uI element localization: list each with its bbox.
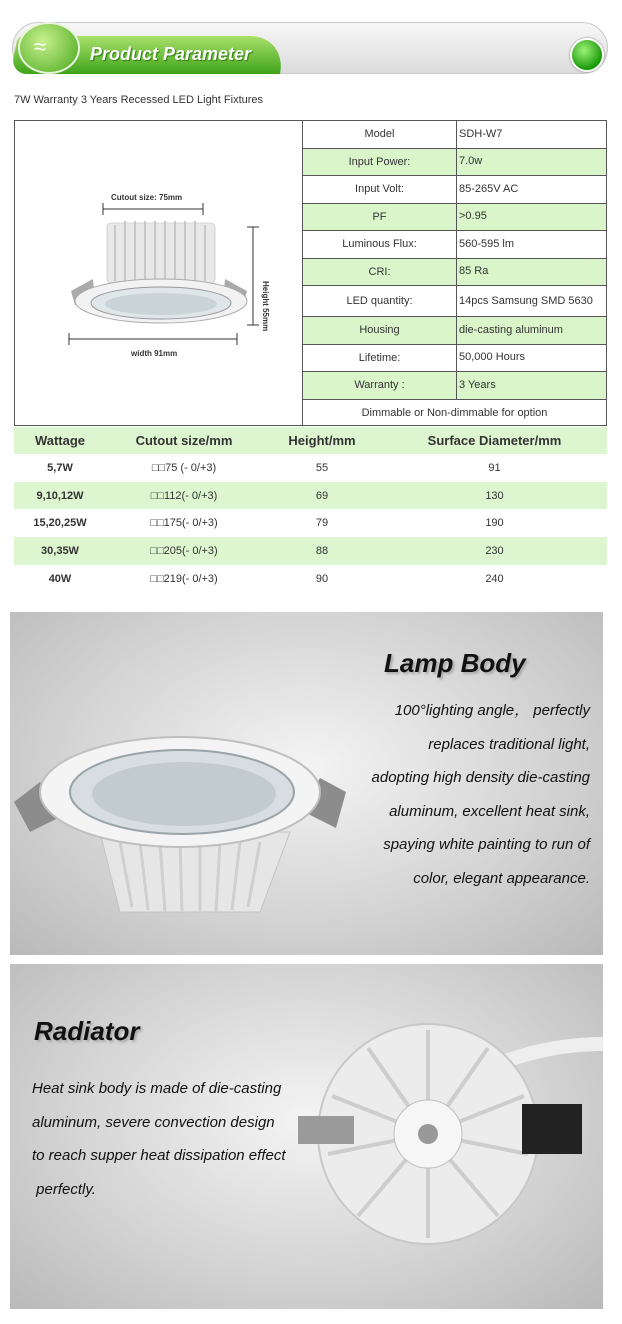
spec-label: LED quantity: — [303, 286, 457, 316]
spec-row — [303, 121, 606, 149]
spec-value: die-casting aluminum — [459, 323, 563, 336]
product-subtitle: 7W Warranty 3 Years Recessed LED Light Fixtures — [14, 94, 264, 106]
description-line: adopting high density die-casting — [371, 769, 590, 786]
cell: 15,20,25W — [33, 517, 87, 530]
cell: 79 — [315, 517, 329, 530]
spec-note: Dimmable or Non-dimmable for option — [361, 407, 548, 419]
table-row — [14, 509, 607, 537]
table-row — [14, 454, 607, 482]
spec-row — [303, 345, 606, 373]
cell: 91 — [488, 461, 501, 474]
spec-value: 560-595 lm — [459, 237, 515, 250]
cell: □□219(- 0/+3) — [150, 572, 218, 585]
spec-value: 14pcs Samsung SMD 5630 — [459, 294, 593, 307]
cell: 90 — [315, 572, 329, 585]
spec-value: 3 Years — [459, 378, 496, 391]
spec-value: 50,000 Hours — [459, 351, 526, 364]
table-row — [14, 537, 607, 565]
dimension-diagram — [15, 121, 303, 425]
cell: □□175(- 0/+3) — [150, 517, 218, 530]
green-dot-icon — [570, 38, 604, 72]
wifi-logo-icon: ≈ — [18, 22, 80, 74]
cell: 5,7W — [47, 461, 73, 474]
cell: 55 — [315, 461, 329, 474]
spec-label: Input Power: — [303, 149, 457, 176]
header-banner — [12, 14, 608, 80]
spec-label: Luminous Flux: — [303, 231, 457, 258]
cell: 40W — [48, 572, 72, 585]
lamp-body-panel — [10, 612, 603, 955]
spec-label: Warranty : — [303, 372, 457, 399]
cutout-size-label: Cutout size: 75mm — [111, 193, 183, 202]
spec-label: Lifetime: — [303, 345, 457, 372]
spec-row — [303, 176, 606, 204]
spec-row — [303, 372, 606, 400]
spec-row — [303, 259, 606, 287]
spec-value: 85 Ra — [459, 265, 489, 278]
description-line: spaying white painting to run of — [383, 836, 590, 853]
cell: 130 — [485, 489, 504, 502]
column-header: Surface Diameter/mm — [427, 433, 562, 448]
cell: 30,35W — [41, 544, 79, 557]
cell: □□75 (- 0/+3) — [151, 461, 217, 474]
lamp-body-title: Lamp Body — [384, 648, 526, 678]
radiator-panel — [10, 964, 603, 1309]
spec-row — [303, 231, 606, 259]
spec-row — [303, 149, 606, 177]
column-header: Height/mm — [288, 433, 356, 448]
radiator-title: Radiator — [34, 1016, 140, 1046]
cell: 88 — [315, 544, 329, 557]
spec-row — [303, 204, 606, 232]
spec-label: Model — [303, 121, 457, 148]
cell: □□112(- 0/+3) — [150, 489, 218, 502]
spec-label: Housing — [303, 317, 457, 344]
spec-value: 85-265V AC — [459, 182, 519, 195]
cell: 230 — [485, 544, 504, 557]
width-label: width 91mm — [131, 349, 178, 358]
spec-value: >0.95 — [459, 210, 487, 223]
downlight-photo-icon — [10, 682, 350, 922]
cell: 190 — [485, 517, 504, 530]
table-row — [14, 482, 607, 510]
spec-row — [303, 286, 606, 317]
description-line: aluminum, severe convection design — [32, 1113, 275, 1131]
banner-title: Product Parameter — [90, 44, 252, 64]
column-header: Cutout size/mm — [135, 433, 233, 448]
description-line: 100°lighting angle， perfectly — [394, 702, 590, 719]
description-line: color, elegant appearance. — [413, 869, 590, 887]
description-line: perfectly. — [32, 1180, 96, 1198]
wattage-table — [14, 427, 607, 592]
spec-label: Input Volt: — [303, 176, 457, 203]
downlight-diagram-icon — [15, 121, 303, 425]
description-line: aluminum, excellent heat sink, — [389, 802, 590, 820]
spec-value: SDH-W7 — [459, 127, 503, 140]
description-line: Heat sink body is made of die-casting — [32, 1080, 282, 1097]
description-line: to reach supper heat dissipation effect — [32, 1147, 286, 1164]
cell: 9,10,12W — [36, 489, 84, 502]
cell: 240 — [485, 572, 504, 585]
radiator-description — [32, 1072, 322, 1206]
cell: □□205(- 0/+3) — [150, 544, 218, 557]
spec-row — [303, 317, 606, 345]
cell: 69 — [315, 489, 329, 502]
spec-rows — [303, 121, 606, 427]
spec-label: PF — [303, 204, 457, 231]
description-line: replaces traditional light, — [428, 735, 590, 753]
spec-table — [14, 120, 607, 426]
height-label: Height 55mm — [261, 281, 270, 332]
spec-label: CRI: — [303, 259, 457, 286]
lamp-body-description — [350, 694, 590, 895]
heatsink-photo-icon — [298, 1004, 603, 1284]
spec-value: 7.0w — [459, 155, 483, 168]
table-row — [14, 565, 607, 593]
column-header: Wattage — [34, 433, 86, 448]
wattage-table-header — [14, 427, 607, 454]
